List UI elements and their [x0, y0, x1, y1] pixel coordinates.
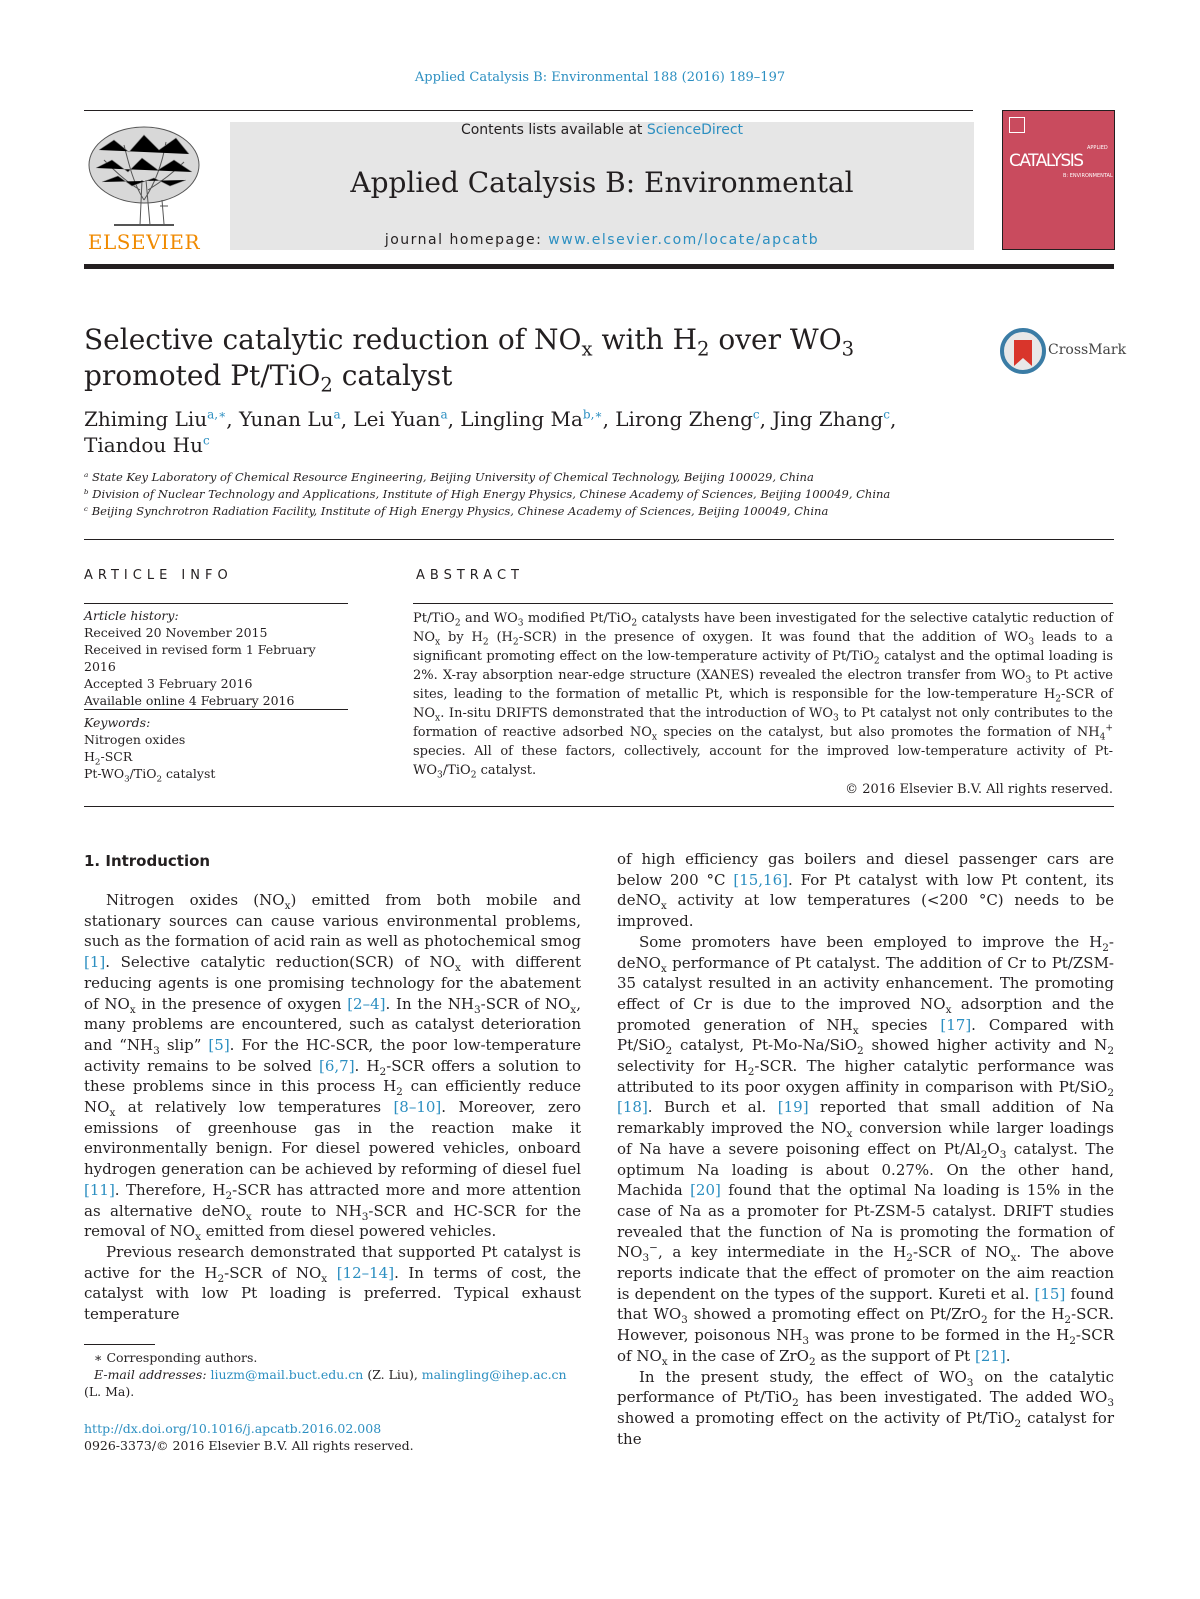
body-rule — [84, 806, 1114, 807]
section-heading-introduction: 1. Introduction — [84, 852, 211, 870]
keyword-item: $Pt-WO_3/TiO_2$ catalyst — [84, 766, 216, 785]
citation-link[interactable]: [19] — [777, 1098, 809, 1117]
issn-line: 0926-3373/© 2016 Elsevier B.V. All rights reserved. — [84, 1438, 414, 1453]
cover-subtitle: B: ENVIRONMENTAL — [1063, 173, 1113, 179]
citation-link[interactable]: [12–14] — [336, 1263, 395, 1282]
citation-link[interactable]: [2–4] — [347, 994, 386, 1013]
email-line — [84, 1366, 581, 1383]
abstract-heading: ABSTRACT — [416, 568, 524, 583]
keyword-item: $H_2$-SCR — [84, 749, 133, 768]
affiliation-b: ᵇ Division of Nuclear Technology and Applications, Institute of High Energy Physics, Chinese Academy of Sciences, Beijing 100049, China — [84, 487, 891, 501]
intro-paragraph: of high efficiency gas boilers and diesel passenger cars are below 200 °C [15,16]. For Pt catalyst with low Pt content, its deNO$_x$ activity at low temperatures (<200 °C) needs to be improved. — [617, 850, 1114, 931]
intro-paragraph: Nitrogen oxides $(NO_x)$ emitted from both mobile and stationary sources can cause various environmental problems, such as the formation of acid rain as well as photochemical smog [1]. Selective catalytic reduction(SCR) of $NO_x$ with different reducing agents is one promising technology for the abatement of $NO_x$ in the presence of oxygen [2–4]. In the $NH_3$-SCR of $NO_x$, many problems are encountered, such as catalyst deterioration and “$NH_3$ slip” [5]. For the HC-SCR, the poor low-temperature activity remains to be solved [6,7]. $H_2$-SCR offers a solution to these problems since in this process $H_2$ can efficiently reduce $NO_x$ at relatively low temperatures [8–10]. Moreover, zero emissions of greenhouse gas in the reaction make it environmentally benign. For diesel powered vehicles, onboard hydrogen generation can be achieved by reforming of diesel fuel [11]. Therefore, $H_2$-SCR has attracted more and more attention as alternative deNO$_x$ route to $NH_3$-SCR and HC-SCR for the removal of $NO_x$ emitted from diesel powered vehicles. — [84, 891, 582, 1244]
affiliation-c: ᶜ Beijing Synchrotron Radiation Facility, Institute of High Energy Physics, Chinese Academy of Sciences, Beijing 100049, China — [84, 504, 829, 518]
abstract-body — [413, 609, 1113, 799]
cover-top-label: APPLIED — [1087, 145, 1108, 151]
citation-link[interactable]: [18] — [617, 1098, 648, 1117]
corresponding-footnote — [84, 1349, 581, 1400]
sciencedirect-link[interactable]: ScienceDirect — [646, 122, 744, 138]
cover-emblem — [1009, 117, 1025, 133]
article-history — [84, 607, 348, 709]
journal-cover[interactable] — [1002, 110, 1115, 250]
citation-link[interactable]: [8–10] — [393, 1098, 442, 1117]
cover-brand: CATALYSIS — [1009, 151, 1083, 171]
citation-link[interactable]: [15] — [1034, 1284, 1066, 1303]
history-received: Received 20 November 2015 — [84, 625, 268, 640]
history-online: Available online 4 February 2016 — [84, 693, 295, 708]
journal-reference[interactable]: Applied Catalysis B: Environmental 188 (2016) 189–197 — [414, 70, 786, 85]
abstract-text: Pt/TiO$_2$ and $WO_3$ modified Pt/TiO$_2$ catalysts have been investigated for the selective catalytic reduction of $NO_x$ by $H_2$ $(H_2-SCR)$ in the presence of oxygen. It was found that the addition of $WO_3$ leads to a significant promoting effect on the low-temperature activity of Pt/TiO$_2$ catalyst and the optimal loading is 2%. X-ray absorption near-edge structure (XANES) revealed the electron transfer from $WO_3$ to Pt active sites, leading to the formation of metallic Pt, which is responsible for the low-temperature $H_2$-SCR of $NO_x$. In-situ DRIFTS demonstrated that the introduction of $WO_3$ to Pt catalyst not only contributes to the formation of reactive adsorbed $NO_x$ species on the catalyst, but also promotes the formation of $NH_4^+$ species. All of these factors, collectively, account for the improved low-temperature activity of $Pt-WO_3/TiO_2$ catalyst. — [413, 611, 1114, 781]
header-thick-rule — [84, 264, 1114, 269]
citation-link[interactable]: [5] — [208, 1035, 230, 1054]
journal-name: Applied Catalysis B: Environmental — [350, 166, 854, 199]
email-link-ma[interactable]: malingling@ihep.ac.cn — [421, 1367, 567, 1382]
abstract-copyright: © 2016 Elsevier B.V. All rights reserved. — [845, 782, 1113, 797]
intro-paragraph: Some promoters have been employed to improve the $H_2-deNO_x$ performance of Pt catalyst. The addition of Cr to Pt/ZSM-35 catalyst resulted in an activity enhancement. The promoting effect of Cr is due to the improved $NO_x$ adsorption and the promoted generation of $NH_x$ species [17]. Compared with Pt/SiO$_2$ catalyst, Pt-Mo-Na/SiO$_2$ showed higher activity and $N_2$ selectivity for $H_2$-SCR. The higher catalytic performance was attributed to its poor oxygen affinity in comparison with Pt/SiO$_2$ [18]. Burch et al. [19] reported that small addition of Na remarkably improved the $NO_x$ conversion while larger loadings of Na have a severe poisoning effect on $Pt/Al_2O_3$ catalyst. The optimum Na loading is about 0.27%. On the other hand, Machida [20] found that the optimal Na loading is 15% in the case of Na as a promoter for Pt-ZSM-5 catalyst. DRIFT studies revealed that the function of Na is promoting the formation of $NO_3^-$, a key intermediate in the $H_2$-SCR of $NO_x$. The above reports indicate that the effect of promoter on the aim reaction is dependent on the types of the support. Kureti et al. [15] found that $WO_3$ showed a promoting effect on Pt/ZrO$_2$ for the $H_2$-SCR. However, poisonous $NH_3$ was prone to be formed in the $H_2$-SCR of $NO_x$ in the case of ZrO$_2$ as the support of Pt [21]. — [617, 932, 1115, 1368]
intro-paragraph: In the present study, the effect of $WO_3$ on the catalytic performance of Pt/TiO$_2$ has been investigated. The added $WO_3$ showed a promoting effect on the activity of Pt/TiO$_2$ catalyst for the — [617, 1367, 1114, 1448]
abstract-rule — [413, 603, 1113, 604]
header-rule — [84, 110, 973, 111]
right-column — [617, 849, 1114, 1449]
doi-block — [84, 1420, 414, 1454]
keywords — [84, 714, 348, 785]
keyword-item: Nitrogen oxides — [84, 732, 186, 747]
section-rule — [84, 539, 1114, 540]
info-rule — [84, 603, 348, 604]
corresponding-authors: ∗ Corresponding authors. — [94, 1350, 258, 1365]
email-owner-ma: (L. Ma). — [84, 1384, 135, 1399]
history-revised: Received in revised form 1 February 2016 — [84, 642, 316, 674]
doi-link[interactable]: http://dx.doi.org/10.1016/j.apcatb.2016.02.008 — [84, 1421, 382, 1436]
article-info-heading: ARTICLE INFO — [84, 568, 233, 583]
author-list: Zhiming Liu$^{a,∗}$, Yunan Lu$^a$, Lei Yuan$^a$, Lingling $Ma^{b,∗}$, Lirong Zheng$^c$, Jing Zhang$^c$, Tiandou Hu$^c$ — [84, 407, 897, 457]
contents-line: Contents lists available at ScienceDirect — [460, 122, 744, 138]
crossmark-badge[interactable] — [1000, 328, 1127, 374]
email-link-liu[interactable]: liuzm@mail.buct.edu.cn — [210, 1367, 364, 1382]
footnote-rule — [84, 1344, 155, 1345]
journal-homepage: journal homepage: www.elsevier.com/locate/apcatb — [384, 232, 820, 248]
citation-link[interactable]: [17] — [940, 1015, 972, 1034]
citation-link[interactable]: [20] — [690, 1181, 721, 1200]
intro-paragraph: Previous research demonstrated that supported Pt catalyst is active for the $H_2$-SCR of $NO_x$ [12–14]. In terms of cost, the catalyst with low Pt loading is preferred. Typical exhaust temperature — [84, 1242, 582, 1324]
citation-link[interactable]: [6,7] — [318, 1056, 355, 1075]
citation-link[interactable]: [21] — [974, 1346, 1006, 1365]
crossmark-label: CrossMark — [1048, 342, 1127, 358]
article-title: Selective catalytic reduction of $NO_x$ with $H_2$ over $WO_3$ promoted Pt/TiO$_2$ catalyst — [84, 323, 855, 397]
affiliation-a: ᵃ State Key Laboratory of Chemical Resource Engineering, Beijing University of Chemical Technology, Beijing 100029, China — [84, 470, 814, 484]
history-label: Article history: — [84, 608, 179, 623]
crossmark-icon — [1000, 328, 1046, 374]
citation-link[interactable]: [1] — [84, 953, 106, 972]
history-accepted: Accepted 3 February 2016 — [84, 676, 253, 691]
keywords-label: Keywords: — [84, 715, 151, 730]
citation-link[interactable]: [11] — [84, 1180, 115, 1199]
email-owner-liu: (Z. Liu), — [367, 1367, 418, 1382]
elsevier-wordmark: ELSEVIER — [87, 230, 201, 254]
citation-link[interactable]: [15,16] — [733, 870, 788, 889]
email-label: E-mail addresses: — [94, 1367, 207, 1382]
keywords-rule — [84, 709, 348, 710]
left-column — [84, 890, 581, 1325]
homepage-link[interactable]: www.elsevier.com/locate/apcatb — [548, 232, 820, 248]
